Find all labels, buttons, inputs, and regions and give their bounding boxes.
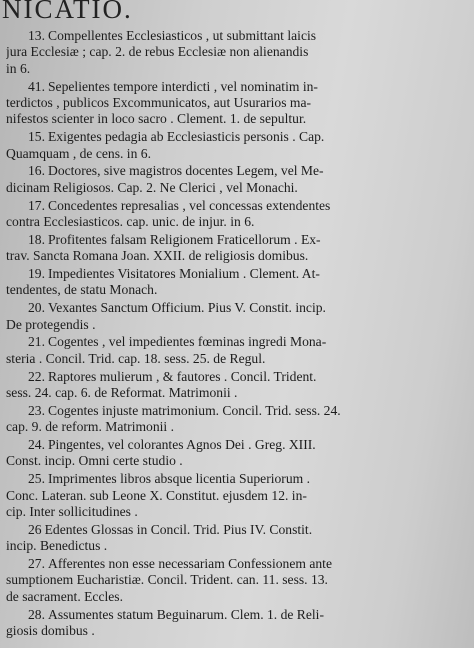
entry-continuation-line: in 6.	[6, 60, 31, 76]
entry-first-line	[6, 129, 468, 145]
entry-text: Cogentes injuste matrimonium. Concil. Trid. sess. 24.	[48, 402, 341, 418]
list-item	[6, 607, 468, 640]
entry-continuation-line: terdictos , publicos Excommunicatos, aut Usurarios ma-	[6, 95, 312, 111]
entry-first-line	[6, 79, 468, 95]
entry-number: 25.	[28, 471, 45, 487]
entry-text: Sepelientes tempore interdicti , vel nominatim in-	[48, 78, 318, 94]
entry-list	[6, 28, 468, 641]
entry-number: 19.	[28, 266, 45, 282]
entry-first-line	[6, 266, 468, 282]
entry-continuation-line: Quamquam , de cens. in 6.	[6, 145, 151, 161]
entry-number: 24.	[28, 437, 45, 453]
entry-number: 22.	[28, 368, 45, 384]
entry-number: 13.	[28, 28, 45, 43]
entry-continuation-line: tendentes, de statu Monach.	[6, 282, 158, 298]
entry-first-line	[6, 28, 468, 44]
entry-continuation-line: cip. Inter sollicitudines .	[6, 504, 138, 520]
list-item	[6, 198, 468, 231]
entry-text: Assumentes statum Beguinarum. Clem. 1. de Reli-	[48, 606, 324, 622]
entry-continuation-line: Conc. Lateran. sub Leone X. Constitut. ejusdem 12. in-	[6, 487, 307, 503]
entry-text: Impedientes Visitatores Monialium . Clement. At-	[48, 266, 320, 282]
entry-first-line	[6, 300, 468, 316]
entry-first-line	[6, 522, 468, 538]
list-item	[6, 79, 468, 128]
entry-continuation-line: nifestos scienter in loco sacro . Clement. 1. de sepultur.	[6, 111, 307, 127]
list-item	[6, 28, 468, 77]
entry-number: 23.	[28, 402, 45, 418]
entry-text: Afferentes non esse necessariam Confessionem ante	[48, 556, 332, 572]
list-item	[6, 334, 468, 367]
entry-continuation-line: dicinam Religiosos. Cap. 2. Ne Clerici , vel Monachi.	[6, 179, 298, 195]
list-item	[6, 369, 468, 402]
entry-number: 41.	[28, 78, 45, 94]
entry-first-line	[6, 403, 468, 419]
entry-continuation-line: De protegendis .	[6, 316, 96, 332]
entry-first-line	[6, 232, 468, 248]
entry-number: 26	[28, 521, 42, 537]
entry-number: 16.	[28, 163, 45, 179]
entry-first-line	[6, 607, 468, 623]
entry-continuation-line: de sacrament. Eccles.	[6, 588, 123, 604]
list-item	[6, 522, 468, 555]
entry-first-line	[6, 369, 468, 385]
entry-number: 20.	[28, 300, 45, 316]
entry-continuation-line: trav. Sancta Romana Joan. XXII. de religiosis domibus.	[6, 248, 309, 264]
entry-continuation-line: incip. Benedictus .	[6, 538, 108, 554]
entry-continuation-line: Const. incip. Omni certe studio .	[6, 453, 183, 469]
list-item	[6, 471, 468, 520]
entry-number: 21.	[28, 334, 45, 350]
entry-first-line	[6, 163, 468, 179]
list-item	[6, 300, 468, 333]
entry-continuation-line: giosis domibus .	[6, 623, 95, 639]
entry-first-line	[6, 556, 468, 572]
entry-continuation-line: jura Ecclesiæ ; cap. 2. de rebus Ecclesiæ non alienandis	[6, 44, 309, 60]
entry-text: Pingentes, vel colorantes Agnos Dei . Greg. XIII.	[48, 437, 316, 453]
entry-text: Profitentes falsam Religionem Fraticellorum . Ex-	[48, 231, 321, 247]
entry-number: 15.	[28, 129, 45, 145]
entry-first-line	[6, 437, 468, 453]
list-item	[6, 403, 468, 436]
entry-text: Raptores mulierum , & fautores . Concil. Trident.	[48, 368, 317, 384]
entry-continuation-line: steria . Concil. Trid. cap. 18. sess. 25. de Regul.	[6, 350, 266, 366]
entry-number: 18.	[28, 231, 45, 247]
list-item	[6, 232, 468, 265]
entry-text: Compellentes Ecclesiasticos , ut submittant laicis	[48, 28, 317, 43]
list-item	[6, 163, 468, 196]
entry-continuation-line: contra Ecclesiasticos. cap. unic. de injur. in 6.	[6, 214, 255, 230]
list-item	[6, 129, 468, 162]
entry-first-line	[6, 471, 468, 487]
entry-number: 27.	[28, 556, 45, 572]
entry-continuation-line: sumptionem Eucharistiæ. Concil. Trident. can. 11. sess. 13.	[6, 572, 328, 588]
entry-text: Doctores, sive magistros docentes Legem, vel Me-	[48, 163, 324, 179]
entry-text: Imprimentes libros absque licentia Superiorum .	[48, 471, 310, 487]
entry-continuation-line: cap. 9. de reform. Matrimonii .	[6, 419, 174, 435]
entry-number: 17.	[28, 197, 45, 213]
entry-number: 28.	[28, 606, 45, 622]
entry-text: Edentes Glossas in Concil. Trid. Pius IV. Constit.	[44, 521, 313, 537]
entry-text: Exigentes pedagia ab Ecclesiasticis personis . Cap.	[48, 129, 325, 145]
entry-first-line	[6, 198, 468, 214]
entry-first-line	[6, 334, 468, 350]
list-item	[6, 437, 468, 470]
page-running-header: NICATIO.	[2, 0, 133, 24]
entry-continuation-line: sess. 24. cap. 6. de Reformat. Matrimonii .	[6, 385, 238, 401]
entry-text: Cogentes , vel impedientes fœminas ingredi Mona-	[48, 334, 327, 350]
entry-text: Concedentes represalias , vel concessas extendentes	[48, 197, 331, 213]
list-item	[6, 556, 468, 605]
entry-text: Vexantes Sanctum Officium. Pius V. Constit. incip.	[48, 300, 326, 316]
list-item	[6, 266, 468, 299]
